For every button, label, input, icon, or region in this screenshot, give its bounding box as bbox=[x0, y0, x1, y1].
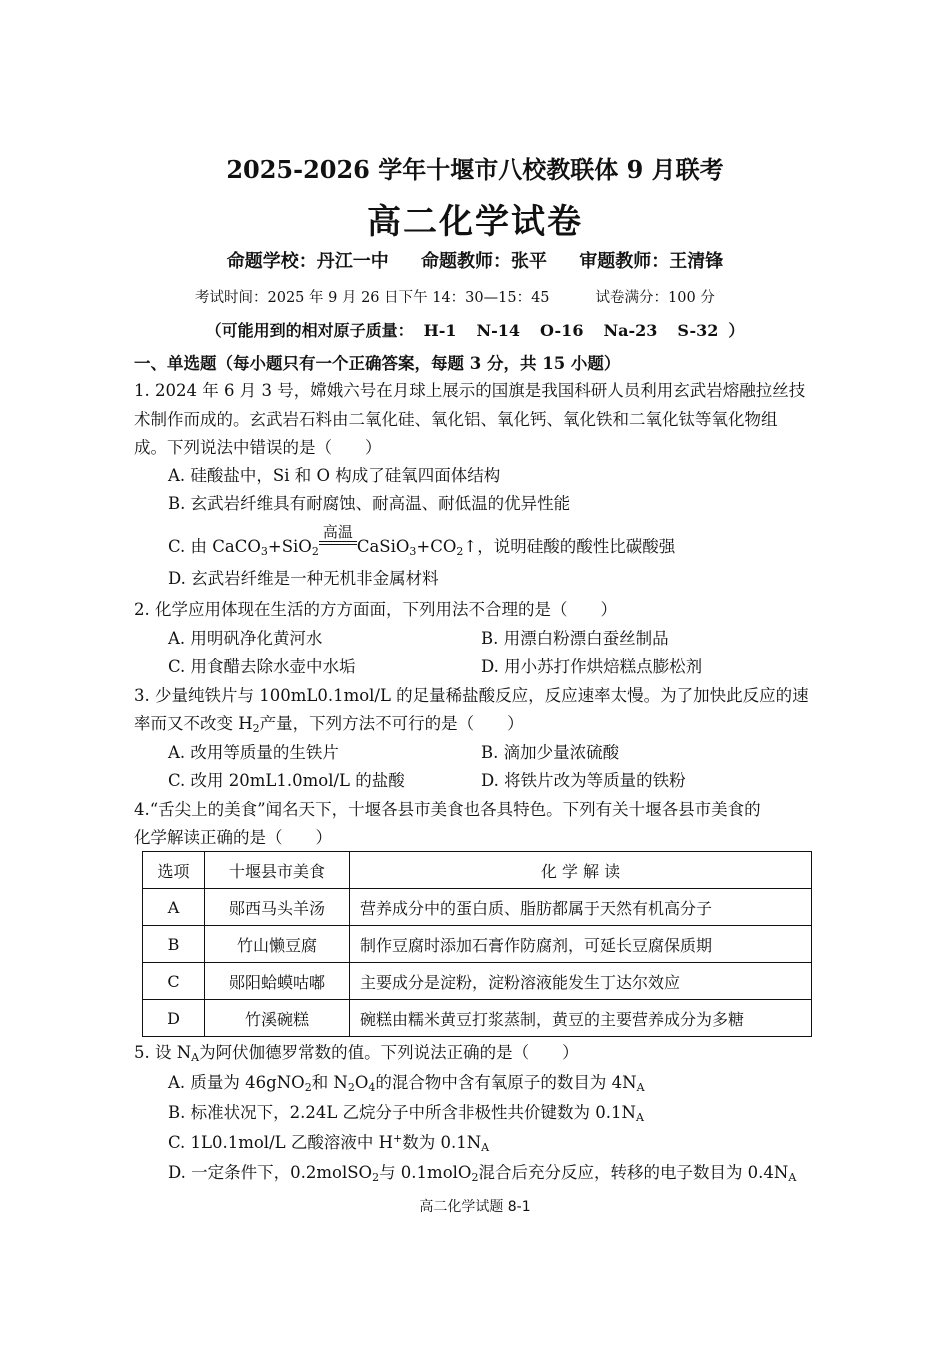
table-cell: 郧阳蛤蟆咕嘟 bbox=[205, 963, 350, 1000]
exam-title: 2025-2026 学年十堰市八校教联体 9 月联考 bbox=[226, 155, 724, 184]
table-row bbox=[143, 1000, 812, 1037]
q1-stem-line3: 成。下列说法中错误的是（ ） bbox=[134, 438, 382, 457]
q1-option-a: A. 硅酸盐中，Si 和 O 构成了硅氧四面体结构 bbox=[168, 466, 501, 485]
q2-option-b: B. 用漂白粉漂白蚕丝制品 bbox=[481, 629, 669, 648]
table-cell: 竹溪碗糕 bbox=[205, 1000, 350, 1037]
q4-stem-line2: 化学解读正确的是（ ） bbox=[134, 828, 332, 847]
full-score: 试卷满分：100 分 bbox=[595, 290, 715, 306]
gas-arrow-icon: ↑ bbox=[463, 537, 478, 556]
q5-d-suffix: 混合后充分反应，转移的电子数目为 0.4N bbox=[478, 1163, 789, 1182]
table-header: 选项 bbox=[143, 852, 205, 889]
q5-option-b: B. 标准状况下，2.24L 乙烷分子中所含非极性共价键数为 $0.1N_A$ bbox=[168, 1103, 644, 1124]
q5-c-prefix: C. 1L0.1mol/L 乙酸溶液中 H bbox=[168, 1133, 393, 1152]
q2-stem: 2. 化学应用体现在生活的方方面面，下列用法不合理的是（ ） bbox=[134, 600, 617, 619]
q5-a-prefix: A. 质量为 46gNO bbox=[168, 1073, 305, 1092]
q2-option-c: C. 用食醋去除水壶中水垢 bbox=[168, 657, 356, 676]
q5-option-c: C. 1L0.1mol/L 乙酸溶液中 H+数为 $0.1N_A$ bbox=[168, 1132, 490, 1154]
mass-na: Na-23 bbox=[603, 321, 658, 340]
q3-option-a: A. 改用等质量的生铁片 bbox=[168, 743, 339, 762]
q3-option-c: C. 改用 20mL1.0mol/L 的盐酸 bbox=[168, 771, 405, 790]
q5-stem-suffix: 为阿伏伽德罗常数的值。下列说法正确的是（ ） bbox=[199, 1043, 579, 1062]
q3-option-d: D. 将铁片改为等质量的铁粉 bbox=[481, 771, 686, 790]
q3-option-b: B. 滴加少量浓硫酸 bbox=[481, 743, 620, 762]
q5-d-mid: 与 0.1molO bbox=[379, 1163, 472, 1182]
author-line bbox=[0, 247, 950, 273]
table-row bbox=[143, 889, 812, 926]
q1-option-d: D. 玄武岩纤维是一种无机非金属材料 bbox=[168, 569, 439, 588]
section-title: 一、单选题（每小题只有一个正确答案，每题 3 分，共 15 小题） bbox=[134, 354, 621, 373]
subject-title: 高二化学试卷 bbox=[367, 202, 583, 242]
mass-h: H-1 bbox=[423, 321, 457, 340]
table-cell: B bbox=[143, 926, 205, 963]
q5-d-prefix: D. 一定条件下，0.2molSO bbox=[168, 1163, 373, 1182]
q2-option-d: D. 用小苏打作烘焙糕点膨松剂 bbox=[481, 657, 703, 676]
school-label: 命题学校：丹江一中 bbox=[226, 251, 389, 272]
table-cell: 碗糕由糯米黄豆打浆蒸制，黄豆的主要营养成分为多糖 bbox=[350, 1000, 812, 1037]
table-cell: 营养成分中的蛋白质、脂肪都属于天然有机高分子 bbox=[350, 889, 812, 926]
table-cell: C bbox=[143, 963, 205, 1000]
mass-o: O-16 bbox=[540, 321, 584, 340]
q3-line2-suffix: 产量，下列方法不可行的是（ ） bbox=[259, 714, 524, 733]
q3-stem-line2: 率而又不改变 $H_2$产量，下列方法不可行的是（ ） bbox=[134, 714, 524, 735]
table-cell: 竹山懒豆腐 bbox=[205, 926, 350, 963]
masses-close: ） bbox=[728, 321, 745, 340]
q5-option-a: A. 质量为 46gNO$_2$和 $N_2O_4$的混合物中含有氧原子的数目为 $4N_A$ bbox=[168, 1073, 645, 1094]
q1-option-b: B. 玄武岩纤维具有耐腐蚀、耐高温、耐低温的优异性能 bbox=[168, 494, 571, 513]
q1-option-c: C. 由 CaCO$_3$+SiO$_2$ 高温 $CaSiO_3+CO_2↑$，说明硅酸的酸性比碳酸强 bbox=[168, 523, 676, 558]
table-cell: 郧西马头羊汤 bbox=[205, 889, 350, 926]
q5-c-suffix: 数为 0.1N bbox=[402, 1133, 482, 1152]
table-header-row bbox=[143, 852, 812, 889]
reaction-condition-arrow bbox=[319, 523, 357, 557]
exam-time: 考试时间：2025 年 9 月 26 日下午 14：30—15：45 bbox=[195, 290, 550, 306]
setter-label: 命题教师：张平 bbox=[421, 251, 547, 272]
q3-stem-line1: 3. 少量纯铁片与 100mL0.1mol/L 的足量稀盐酸反应，反应速率太慢。为了加快此反应的速 bbox=[134, 686, 809, 705]
reaction-condition: 高温 bbox=[322, 523, 353, 541]
q5-stem: 5. 设 $N_A$为阿伏伽德罗常数的值。下列说法正确的是（ ） bbox=[134, 1043, 579, 1064]
q1-c-prefix: C. 由 CaCO bbox=[168, 537, 261, 556]
q5-option-d: D. 一定条件下，0.2molSO$_2$与 0.1molO$_2$混合后充分反应，转移的电子数目为 $0.4N_A$ bbox=[168, 1163, 797, 1184]
exam-info bbox=[195, 286, 715, 307]
mass-s: S-32 bbox=[677, 321, 719, 340]
q4-stem-line1: 4.“舌尖上的美食”闻名天下，十堰各县市美食也各具特色。下列有关十堰各县市美食的 bbox=[134, 800, 761, 819]
table-cell: A bbox=[143, 889, 205, 926]
mass-n: N-14 bbox=[476, 321, 521, 340]
table-cell: 制作豆腐时添加石膏作防腐剂，可延长豆腐保质期 bbox=[350, 926, 812, 963]
q5-a-suffix: 的混合物中含有氧原子的数目为 4N bbox=[375, 1073, 637, 1092]
reviewer-label: 审题教师：王清锋 bbox=[579, 251, 724, 272]
table-row bbox=[143, 926, 812, 963]
food-table bbox=[142, 851, 812, 1037]
table-row bbox=[143, 963, 812, 1000]
q5-b-prefix: B. 标准状况下，2.24L 乙烷分子中所含非极性共价键数为 0.1N bbox=[168, 1103, 636, 1122]
q5-stem-prefix: 5. 设 N bbox=[134, 1043, 192, 1062]
table-header: 十堰县市美食 bbox=[205, 852, 350, 889]
table-header: 化 学 解 读 bbox=[350, 852, 812, 889]
table-cell: D bbox=[143, 1000, 205, 1037]
masses-label: （可能用到的相对原子质量： bbox=[205, 321, 414, 340]
q5-a-mid: 和 N bbox=[311, 1073, 348, 1092]
table-cell: 主要成分是淀粉，淀粉溶液能发生丁达尔效应 bbox=[350, 963, 812, 1000]
q2-option-a: A. 用明矾净化黄河水 bbox=[168, 629, 323, 648]
q1-stem-line2: 术制作而成的。玄武岩石料由二氧化硅、氧化铝、氧化钙、氧化铁和二氧化钛等氧化物组 bbox=[134, 410, 778, 429]
q1-stem-line1: 1. 2024 年 6 月 3 号，嫦娥六号在月球上展示的国旗是我国科研人员利用玄武岩熔融拉丝技 bbox=[134, 381, 806, 400]
page-footer: 高二化学试题 8-1 bbox=[419, 1199, 531, 1215]
atomic-masses bbox=[0, 318, 950, 341]
q1-c-suffix: ，说明硅酸的酸性比碳酸强 bbox=[477, 537, 676, 556]
q3-line2-prefix: 率而又不改变 H bbox=[134, 714, 253, 733]
